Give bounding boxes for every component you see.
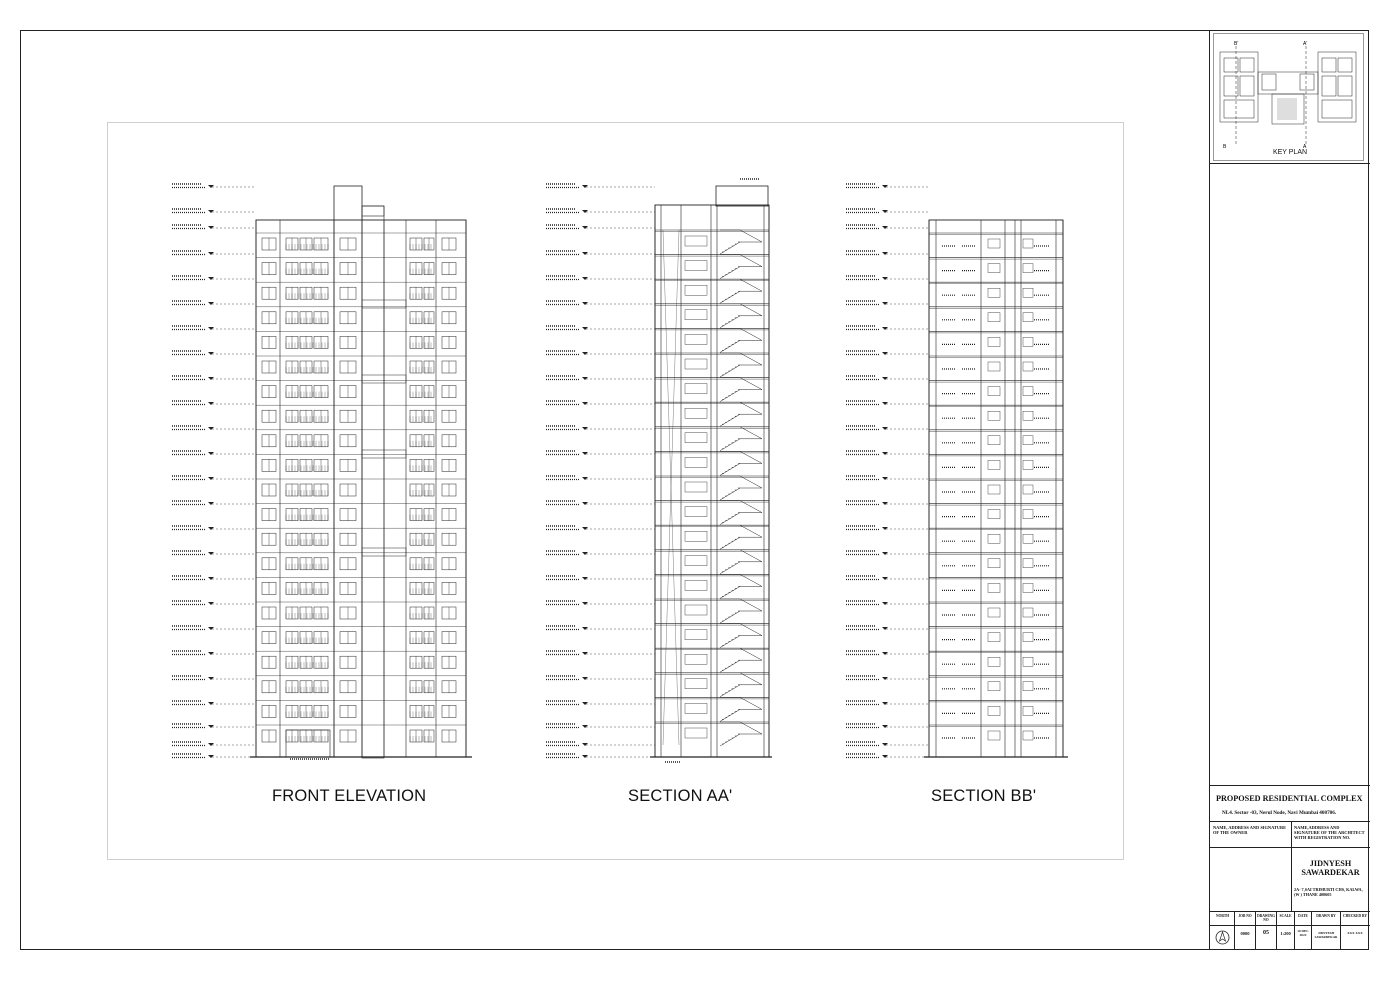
level-marker-icon bbox=[582, 277, 588, 280]
window bbox=[1023, 460, 1033, 469]
level-marker-icon bbox=[582, 252, 588, 255]
stair-flight bbox=[720, 722, 762, 734]
window bbox=[1023, 510, 1033, 519]
key-plan-room bbox=[1224, 58, 1238, 72]
door-opening bbox=[685, 728, 707, 738]
level-marker-icon bbox=[882, 402, 888, 405]
architect-name-line2: SAWARDEKAR bbox=[1301, 868, 1360, 877]
level-marker-icon bbox=[582, 627, 588, 630]
stair-flight bbox=[720, 660, 762, 672]
stair-flight bbox=[720, 255, 762, 267]
door-opening bbox=[685, 384, 707, 394]
level-marker-icon bbox=[882, 210, 888, 213]
stair-flight bbox=[720, 242, 762, 254]
section-outline bbox=[929, 220, 1063, 757]
key-plan-room bbox=[1338, 58, 1352, 72]
window bbox=[1023, 387, 1033, 396]
level-marker-icon bbox=[582, 725, 588, 728]
window bbox=[1023, 485, 1033, 494]
level-marker-icon bbox=[882, 352, 888, 355]
level-marker-icon bbox=[582, 527, 588, 530]
level-marker-icon bbox=[208, 627, 214, 630]
section-aa-title: SECTION AA' bbox=[628, 787, 733, 805]
north-arrow-icon bbox=[1215, 930, 1230, 945]
door-opening bbox=[685, 630, 707, 640]
stair-flight bbox=[720, 525, 762, 537]
window bbox=[1023, 313, 1033, 322]
level-marker-icon bbox=[882, 252, 888, 255]
key-plan-drawing bbox=[1214, 34, 1363, 160]
stair-flight bbox=[720, 463, 762, 475]
window bbox=[988, 362, 1000, 371]
level-marker-icon bbox=[882, 427, 888, 430]
divider bbox=[1210, 785, 1370, 786]
level-marker-icon bbox=[582, 755, 588, 758]
stair-flight bbox=[720, 501, 762, 513]
stair-flight bbox=[720, 697, 762, 709]
drawing-no-value: 05 bbox=[1263, 930, 1269, 936]
level-marker-icon bbox=[582, 185, 588, 188]
key-plan-room bbox=[1240, 76, 1254, 96]
key-plan-room bbox=[1322, 100, 1352, 118]
stair-flight bbox=[720, 611, 762, 623]
level-marker-icon bbox=[208, 402, 214, 405]
project-address: NL4. Sector -03, Nerul Node, Navi Mumbai 400706. bbox=[1222, 810, 1337, 816]
window bbox=[988, 387, 1000, 396]
window bbox=[988, 534, 1000, 543]
stair-flight bbox=[720, 328, 762, 340]
level-marker-icon bbox=[208, 652, 214, 655]
drawn-by-value: JIDNYESH SAWARDEKAR bbox=[1314, 931, 1338, 939]
job-no-value: 0000 bbox=[1240, 931, 1250, 936]
header-north: NORTH bbox=[1215, 914, 1230, 918]
level-marker-icon bbox=[882, 377, 888, 380]
window bbox=[988, 706, 1000, 715]
window bbox=[1023, 682, 1033, 691]
key-plan-room bbox=[1318, 52, 1356, 122]
level-marker-icon bbox=[208, 226, 214, 229]
stair-flight bbox=[720, 340, 762, 352]
key-plan-marker-b-top: B' bbox=[1234, 41, 1239, 47]
level-marker-icon bbox=[208, 477, 214, 480]
section-bb-title: SECTION BB' bbox=[931, 787, 1037, 805]
stair-flight bbox=[720, 304, 762, 316]
stair-flight bbox=[720, 316, 762, 328]
stair-flight bbox=[720, 648, 762, 660]
architect-address: 2A- 7,SAI TRIMURTI CHS, KALWA, (W ) THANE 400605 bbox=[1294, 887, 1363, 898]
key-plan-room bbox=[1262, 74, 1276, 90]
door-opening bbox=[685, 359, 707, 369]
stair-flight bbox=[720, 574, 762, 586]
level-marker-icon bbox=[582, 477, 588, 480]
level-marker-icon bbox=[208, 755, 214, 758]
section-bb-drawing bbox=[846, 184, 1068, 758]
level-marker-icon bbox=[582, 702, 588, 705]
stair-flight bbox=[720, 378, 762, 390]
stair-flight bbox=[720, 390, 762, 402]
level-marker-icon bbox=[882, 552, 888, 555]
key-plan-room bbox=[1224, 100, 1254, 118]
level-marker-icon bbox=[208, 252, 214, 255]
key-plan bbox=[1213, 33, 1364, 161]
window bbox=[988, 436, 1000, 445]
level-marker-icon bbox=[882, 677, 888, 680]
level-marker-icon bbox=[882, 452, 888, 455]
level-marker-icon bbox=[208, 743, 214, 746]
level-marker-icon bbox=[882, 477, 888, 480]
stair-flight bbox=[720, 476, 762, 488]
window bbox=[1023, 337, 1033, 346]
level-marker-icon bbox=[882, 502, 888, 505]
key-plan-room bbox=[1300, 74, 1314, 90]
key-plan-room bbox=[1322, 76, 1336, 96]
stair-flight bbox=[720, 685, 762, 697]
window bbox=[988, 583, 1000, 592]
level-marker-icon bbox=[208, 352, 214, 355]
stair-flight bbox=[720, 488, 762, 500]
level-marker-icon bbox=[582, 352, 588, 355]
checked-by-value: XXX XXX bbox=[1347, 931, 1363, 935]
stair-flight bbox=[720, 414, 762, 426]
architect-heading: NAME,ADDRESS AND SIGNATURE OF THE ARCHITECT WITH REGISTRATION NO. bbox=[1294, 825, 1365, 840]
window bbox=[988, 559, 1000, 568]
door-opening bbox=[685, 334, 707, 344]
stair-flight bbox=[720, 291, 762, 303]
window bbox=[1023, 239, 1033, 248]
level-marker-icon bbox=[882, 226, 888, 229]
level-marker-icon bbox=[582, 427, 588, 430]
stair-flight bbox=[720, 636, 762, 648]
level-marker-icon bbox=[208, 302, 214, 305]
date-value: 10 DEC 2022 bbox=[1297, 929, 1309, 937]
level-marker-icon bbox=[882, 725, 888, 728]
level-marker-icon bbox=[208, 677, 214, 680]
stair-flight bbox=[720, 439, 762, 451]
stair-flight bbox=[720, 451, 762, 463]
level-marker-icon bbox=[208, 577, 214, 580]
building-outline bbox=[256, 220, 466, 757]
level-marker-icon bbox=[882, 302, 888, 305]
window bbox=[1023, 436, 1033, 445]
window bbox=[1023, 534, 1033, 543]
level-marker-icon bbox=[208, 527, 214, 530]
level-marker-icon bbox=[582, 652, 588, 655]
door-opening bbox=[685, 703, 707, 713]
title-block bbox=[1209, 30, 1369, 950]
level-marker-icon bbox=[582, 302, 588, 305]
section-aa-drawing bbox=[546, 179, 772, 762]
header-drawn-by: DRAWN BY bbox=[1316, 914, 1336, 918]
stair-flight bbox=[720, 599, 762, 611]
window bbox=[988, 239, 1000, 248]
level-marker-icon bbox=[582, 210, 588, 213]
window bbox=[1023, 264, 1033, 273]
key-plan-marker-a-bottom: A bbox=[1303, 144, 1307, 150]
window bbox=[1023, 288, 1033, 297]
core-shaft bbox=[362, 206, 384, 758]
level-marker-icon bbox=[208, 502, 214, 505]
stair-flight bbox=[720, 586, 762, 598]
scale-value: 1:200 bbox=[1280, 931, 1291, 936]
key-plan-room bbox=[1338, 76, 1352, 96]
window bbox=[988, 657, 1000, 666]
front-elevation-drawing bbox=[172, 184, 472, 759]
door-opening bbox=[685, 310, 707, 320]
window bbox=[988, 288, 1000, 297]
stair-flight bbox=[720, 402, 762, 414]
window bbox=[1023, 706, 1033, 715]
key-plan-label: KEY PLAN bbox=[1272, 149, 1308, 156]
door-opening bbox=[685, 236, 707, 246]
level-marker-icon bbox=[882, 702, 888, 705]
level-marker-icon bbox=[582, 552, 588, 555]
window bbox=[1023, 731, 1033, 740]
level-marker-icon bbox=[882, 327, 888, 330]
level-marker-icon bbox=[208, 327, 214, 330]
level-marker-icon bbox=[208, 427, 214, 430]
level-marker-icon bbox=[208, 377, 214, 380]
window bbox=[988, 682, 1000, 691]
key-plan-marker-a-top: A' bbox=[1303, 41, 1308, 47]
window bbox=[1023, 657, 1033, 666]
header-date: DATE bbox=[1298, 914, 1308, 918]
stair-flight bbox=[720, 624, 762, 636]
level-marker-icon bbox=[208, 452, 214, 455]
level-marker-icon bbox=[582, 577, 588, 580]
door-opening bbox=[685, 507, 707, 517]
level-marker-icon bbox=[208, 185, 214, 188]
window bbox=[988, 411, 1000, 420]
level-marker-icon bbox=[882, 743, 888, 746]
stair-flight bbox=[720, 353, 762, 365]
key-plan-room bbox=[1258, 72, 1318, 94]
level-marker-icon bbox=[208, 725, 214, 728]
stair-flight bbox=[720, 734, 762, 746]
door-opening bbox=[685, 408, 707, 418]
window bbox=[988, 313, 1000, 322]
window bbox=[1023, 633, 1033, 642]
window bbox=[988, 608, 1000, 617]
header-checked-by: CHECKED BY bbox=[1342, 914, 1368, 918]
divider bbox=[1210, 821, 1370, 822]
window bbox=[1023, 583, 1033, 592]
level-marker-icon bbox=[208, 602, 214, 605]
core-cap bbox=[362, 206, 384, 216]
stair-flight bbox=[720, 427, 762, 439]
window bbox=[1023, 362, 1033, 371]
level-marker-icon bbox=[582, 377, 588, 380]
level-marker-icon bbox=[882, 602, 888, 605]
key-plan-room bbox=[1220, 52, 1258, 122]
door-opening bbox=[685, 261, 707, 271]
stair-flight bbox=[720, 709, 762, 721]
key-plan-marker-b-bottom: B bbox=[1223, 144, 1227, 150]
window bbox=[988, 460, 1000, 469]
window bbox=[988, 633, 1000, 642]
header-job-no: JOB NO bbox=[1238, 914, 1252, 918]
level-marker-icon bbox=[882, 627, 888, 630]
door-opening bbox=[685, 605, 707, 615]
window bbox=[988, 337, 1000, 346]
window bbox=[1023, 608, 1033, 617]
level-marker-icon bbox=[208, 702, 214, 705]
architect-name-line1: JIDNYESH bbox=[1309, 859, 1352, 868]
owner-heading: NAME, ADDRESS AND SIGNATURE OF THE OWNER bbox=[1213, 825, 1287, 835]
level-marker-icon bbox=[582, 502, 588, 505]
level-marker-icon bbox=[582, 602, 588, 605]
door-opening bbox=[685, 556, 707, 566]
door-opening bbox=[685, 433, 707, 443]
stair-flight bbox=[720, 537, 762, 549]
stair-headroom bbox=[716, 186, 768, 206]
divider bbox=[1210, 163, 1370, 164]
door-opening bbox=[685, 679, 707, 689]
door-opening bbox=[685, 580, 707, 590]
level-marker-icon bbox=[208, 552, 214, 555]
level-marker-icon bbox=[582, 677, 588, 680]
window bbox=[988, 485, 1000, 494]
level-marker-icon bbox=[582, 402, 588, 405]
level-marker-icon bbox=[882, 652, 888, 655]
door-opening bbox=[685, 285, 707, 295]
divider bbox=[1340, 911, 1341, 950]
entrance bbox=[286, 730, 330, 757]
door-opening bbox=[685, 482, 707, 492]
level-marker-icon bbox=[582, 226, 588, 229]
key-plan-room bbox=[1322, 58, 1336, 72]
stair-flight bbox=[720, 279, 762, 291]
stair-flight bbox=[720, 365, 762, 377]
stair-flight bbox=[720, 562, 762, 574]
stair-flight bbox=[720, 513, 762, 525]
divider bbox=[1210, 847, 1370, 848]
header-scale: SCALE bbox=[1279, 914, 1292, 918]
stair-flight bbox=[720, 673, 762, 685]
door-opening bbox=[685, 457, 707, 467]
level-marker-icon bbox=[582, 327, 588, 330]
project-title: PROPOSED RESIDENTIAL COMPLEX bbox=[1216, 794, 1363, 803]
level-marker-icon bbox=[882, 185, 888, 188]
level-marker-icon bbox=[208, 210, 214, 213]
window bbox=[988, 510, 1000, 519]
level-marker-icon bbox=[582, 743, 588, 746]
window bbox=[988, 731, 1000, 740]
level-marker-icon bbox=[882, 527, 888, 530]
key-plan-room bbox=[1240, 58, 1254, 72]
level-marker-icon bbox=[582, 452, 588, 455]
level-marker-icon bbox=[882, 755, 888, 758]
level-marker-icon bbox=[208, 277, 214, 280]
window bbox=[988, 264, 1000, 273]
window bbox=[1023, 411, 1033, 420]
stair-flight bbox=[720, 230, 762, 242]
level-marker-icon bbox=[882, 577, 888, 580]
stair-flight bbox=[720, 267, 762, 279]
level-marker-icon bbox=[882, 277, 888, 280]
front-elevation-title: FRONT ELEVATION bbox=[272, 787, 427, 805]
header-drawing-no: DRAWING NO bbox=[1257, 914, 1275, 922]
door-opening bbox=[685, 654, 707, 664]
door-opening bbox=[685, 531, 707, 541]
stair-flight bbox=[720, 550, 762, 562]
window bbox=[1023, 559, 1033, 568]
